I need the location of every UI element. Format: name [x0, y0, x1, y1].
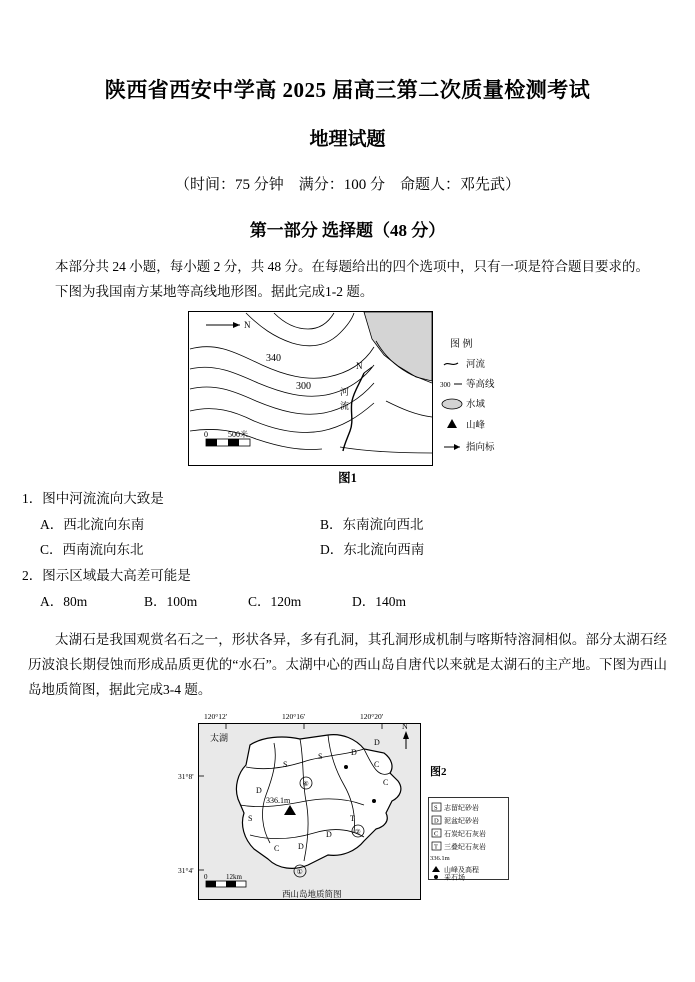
contour-label-300: 300: [295, 380, 311, 392]
legend-code-d: D: [433, 817, 439, 825]
figure2-scale-0: 0: [203, 873, 207, 882]
figure-1-graphic: [188, 311, 508, 466]
legend-label-d: 泥盆纪砂岩: [443, 817, 479, 826]
section-title: 第一部分 选择题（48 分）: [249, 221, 446, 240]
scale-label-500: 500米: [227, 429, 248, 439]
contour-label-340: 340: [265, 352, 281, 364]
question-1: 1．图中河流流向大致是: [22, 490, 164, 506]
unit-code-d-2: D: [373, 738, 380, 748]
legend-code-s: S: [433, 804, 438, 812]
lead-text-2: 太湖石是我国观赏名石之一，形状各异，多有孔洞，其孔洞形成机制与喀斯特溶洞相似。部分太湖石经历波浪长期侵蚀而形成品质更优的“水石”。太湖中心的西山岛自唐代以来就是太湖石的主产地。下图为西山岛地质简图，据此完成3-4 题。: [28, 632, 667, 698]
unit-code-d-5: D: [325, 830, 332, 840]
river-label-char2: 流: [339, 400, 349, 411]
q1-option-a[interactable]: A．西北流向东南: [40, 516, 145, 532]
unit-code-c-1: C: [373, 760, 379, 770]
unit-code-c-2: C: [382, 778, 388, 788]
legend-item-peak: 山峰: [465, 420, 485, 431]
lon-label-1: 120°12': [203, 712, 227, 722]
legend-title: 图 例: [449, 338, 472, 350]
peak-elevation-label: 336.1m: [265, 796, 290, 806]
unit-code-s-3: S: [247, 814, 252, 824]
legend-contour-value: 300: [439, 380, 450, 389]
q2-option-c[interactable]: C．120m: [248, 593, 302, 609]
legend-code-t: T: [433, 843, 438, 851]
unit-code-s-2: S: [317, 752, 322, 762]
figure-2-caption: 图2: [429, 766, 446, 779]
figure-2-graphic: [178, 709, 518, 909]
q1-option-d[interactable]: D．东北流向西南: [320, 542, 425, 558]
lat-label-2: 31°4': [177, 866, 194, 876]
q2-option-d[interactable]: D．140m: [352, 593, 406, 609]
lat-label-1: 31°8': [177, 772, 194, 782]
legend-label-s: 志留纪砂岩: [443, 804, 479, 813]
quarry-dot-1: [372, 799, 376, 803]
legend-item-water: 水域: [465, 399, 485, 410]
exam-meta: （时间：75 分钟 满分：100 分 命题人：邓先武）: [174, 177, 520, 193]
quarry-dot-2: [344, 765, 348, 769]
scale-label-0: 0: [203, 429, 208, 439]
q2-option-a[interactable]: A．80m: [40, 593, 88, 609]
instruction-text: 本部分共 24 小题，每小题 2 分，共 48 分。在每题给出的四个选项中，只有一项是符合题目要求的。: [55, 259, 649, 274]
river-north-mark: N: [355, 360, 362, 371]
lake-label: 太湖: [209, 733, 228, 744]
legend-label-c: 石炭纪石灰岩: [443, 830, 486, 839]
question-2: 2．图示区域最大高差可能是: [22, 567, 191, 583]
subject-title: 地理试题: [309, 129, 386, 150]
figure-2: [0, 703, 695, 909]
unit-code-d-1: D: [350, 748, 357, 758]
legend-item-river: 河流: [465, 359, 485, 370]
figure2-north-label: N: [401, 722, 408, 732]
north-arrow-label: N: [243, 319, 250, 330]
figure-1-caption: 图1: [338, 470, 357, 485]
legend-peak-value: 336.1m: [429, 855, 450, 863]
legend-label-peak: 山峰及高程: [443, 866, 479, 875]
unit-code-d-4: D: [297, 842, 304, 852]
figure2-scale-12km: 12km: [225, 873, 242, 882]
river-label-char1: 河: [339, 386, 349, 397]
legend-item-north-arrow: 指向标: [465, 442, 495, 453]
site-number-2: ②: [354, 828, 361, 837]
unit-code-s-1: S: [282, 760, 287, 770]
legend-code-c: C: [433, 830, 438, 838]
lon-label-3: 120°20': [359, 712, 383, 722]
q2-option-b[interactable]: B．100m: [144, 593, 198, 609]
legend-item-contour: 等高线: [465, 379, 495, 390]
unit-code-d-3: D: [255, 786, 262, 796]
unit-code-t-1: T: [349, 814, 355, 824]
question-1-options-row-2: [0, 537, 695, 563]
legend-label-t: 三叠纪石灰岩: [443, 843, 486, 852]
q1-option-b[interactable]: B．东南流向西北: [320, 516, 424, 532]
lead-text-1: 下图为我国南方某地等高线地形图。据此完成1-2 题。: [55, 283, 374, 299]
lon-label-2: 120°16': [281, 712, 305, 722]
q1-option-c[interactable]: C．西南流向东北: [40, 542, 144, 558]
unit-code-c-3: C: [273, 844, 279, 854]
page-title: 陕西省西安中学高 2025 届高三第二次质量检测考试: [104, 78, 591, 102]
figure-1: [0, 305, 695, 466]
question-2-options: [0, 589, 695, 615]
site-number-1: ①: [296, 868, 303, 877]
legend-label-quarry: 采石场: [443, 873, 465, 882]
site-number-4: ④: [302, 780, 309, 789]
question-1-options-row-1: [0, 512, 695, 538]
figure2-map-title: 西山岛地质简图: [281, 889, 342, 900]
